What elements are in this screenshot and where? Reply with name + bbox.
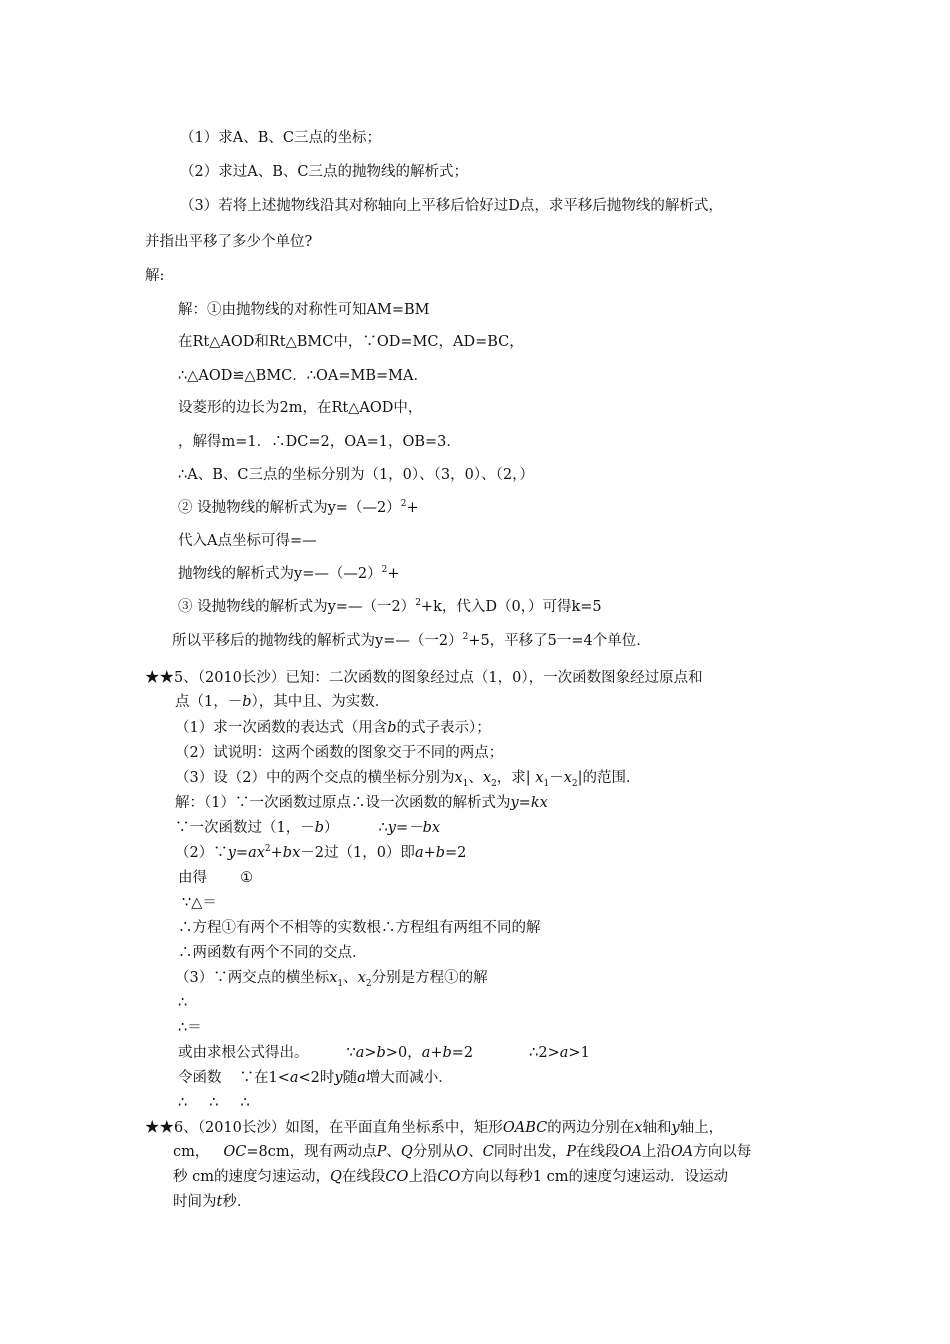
q5-answer1: 解：（1）∵一次函数过原点∴设一次函数的解析式为y=kx [175, 795, 548, 811]
q4-sub3-line2: 并指出平移了多少个单位? [145, 234, 313, 250]
q6-line2: cm， OC=8cm，现有两动点P、Q分别从O、C同时出发，P在线段OA上沿OA方向以每 [173, 1144, 752, 1160]
q4-step8: 代入A点坐标可得=— [178, 533, 317, 549]
q5-answer12: 令函数 ∵在1<a<2时y随a增大而减小． [178, 1070, 453, 1086]
q4-sub3-line1: （3）若将上述抛物线沿其对称轴向上平移后恰好过D点，求平移后抛物线的解析式， [180, 198, 723, 214]
q4-step4: 设菱形的边长为2m，在Rt△AOD中， [178, 400, 423, 416]
q4-sub1: （1）求A、B、C三点的坐标； [180, 130, 381, 146]
q6-line4: 时间为t秒． [173, 1194, 252, 1210]
q5-header-line2: 点（1，－b），其中且、为实数． [175, 694, 390, 710]
q5-answer8: （3）∵两交点的横坐标$x_1$、$x_2$分别是方程①的解 [175, 970, 488, 989]
q5-answer7: ∴两函数有两个不同的交点． [178, 945, 367, 961]
q4-sub2: （2）求过A、B、C三点的抛物线的解析式； [180, 164, 468, 180]
q4-step6: ∴A、B、C三点的坐标分别为（1，0）、（3，0）、（2，） [178, 467, 534, 483]
q5-answer6: ∴方程①有两个不相等的实数根∴方程组有两组不同的解 [178, 920, 541, 936]
q4-step5: ，解得m=1．∴DC=2，OA=1，OB=3． [178, 434, 461, 450]
q4-step3: ∴△AOD≌△BMC．∴OA=MB=MA． [178, 368, 428, 384]
q4-step7: ② 设抛物线的解析式为y=（—2）$^2$+ [178, 499, 419, 516]
q4-step10: ③ 设抛物线的解析式为y=—（一2）$^2$+k，代入D（0，）可得k=5 [178, 598, 602, 615]
q4-step9: 抛物线的解析式为y=—（—2）$^2$+ [178, 565, 400, 582]
q5-part1: （1）求一次函数的表达式（用含b的式子表示）； [175, 720, 491, 736]
q5-header-line1: ★★5、（2010长沙）已知：二次函数的图象经过点（1，0），一次函数图象经过原点和 [145, 670, 703, 686]
q6-line1: ★★6、（2010长沙）如图，在平面直角坐标系中，矩形OABC的两边分别在x轴和y轴上， [145, 1120, 724, 1136]
q4-solution-label: 解: [145, 268, 165, 284]
q5-answer5: ∵△＝ [182, 895, 217, 911]
q5-part3: （3）设（2）中的两个交点的横坐标分别为$x_1$、$x_2$，求| $x_1-x_2|$的范围． [175, 770, 641, 789]
q5-answer10: ∴＝ [178, 1020, 202, 1036]
q4-conclusion: 所以平移后的抛物线的解析式为y=—（一2）$^2$+5，平移了5一=4个单位． [172, 632, 651, 649]
q5-answer9: ∴ [178, 995, 188, 1011]
q5-answer11: 或由求根公式得出。 ∵a>b>0，a+b=2 ∴2>a>1 [178, 1045, 590, 1061]
q5-answer4: 由得 ① [178, 870, 253, 886]
q5-answer3: $(2)\because y=ax^2+bx-2$过（1，0）即a+b=2 [175, 844, 467, 861]
q4-step1: 解：①由抛物线的对称性可知AM=BM [178, 302, 430, 318]
q5-answer13: ∴ ∴ ∴ [178, 1095, 250, 1111]
q5-part2: （2）试说明：这两个函数的图象交于不同的两点； [175, 745, 504, 761]
q6-line3: 秒 cm的速度匀速运动，Q在线段CO上沿CO方向以每秒1 cm的速度匀速运动．设运动 [173, 1169, 729, 1185]
q5-answer2: ∵一次函数过（1，－b） ∴y=－bx [175, 820, 441, 836]
q4-step2: 在Rt△AOD和Rt△BMC中，∵OD=MC，AD=BC， [178, 334, 524, 350]
